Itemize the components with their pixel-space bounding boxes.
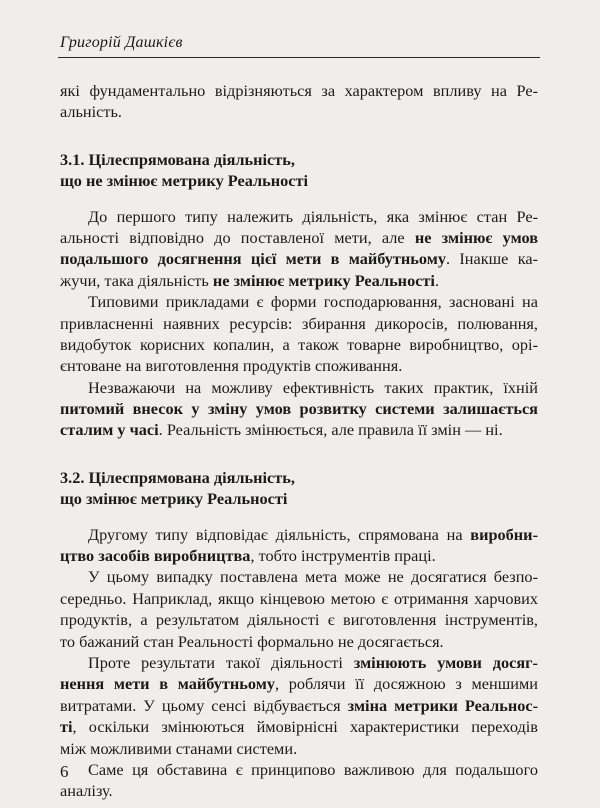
text-line: Проте результати такої діяльності змінюють умови досяг-: [88, 652, 538, 672]
text-line: середньо. Наприклад, якщо кінцевою метою є отримання харчових: [60, 588, 538, 608]
text-line: витратами. У цьому сенсі відбувається зміна метрики Реальнос-: [60, 695, 538, 715]
text-line: Другому типу відповідає діяльність, спрямована на виробни-: [88, 524, 538, 544]
text-line: нення мети в майбутньому, роблячи її досяжною з меншими: [60, 674, 538, 694]
text-line: між можливими станами системи.: [60, 738, 298, 758]
text-line: аналізу.: [60, 781, 113, 801]
text-line: альності відповідно до поставленої мети, але не змінює умов: [60, 227, 538, 247]
text-line: жучи, така діяльність не змінює метрику Реальності.: [60, 270, 440, 290]
section-heading-3-1: [60, 149, 538, 192]
heading-line: що змінює метрику Реальності: [60, 489, 288, 509]
text-line: видобуток корисних копалин, а також товарне виробництво, орі-: [60, 334, 538, 354]
text-line: привласненні наявних ресурсів: збирання дикоросів, полювання,: [60, 313, 538, 333]
text-line: подальшого досягнення цієї мети в майбутньому. Інакше ка-: [60, 249, 539, 269]
text-line: питомий внесок у зміну умов розвитку системи залишається: [60, 399, 538, 419]
paragraph: [60, 524, 538, 567]
text-line: Типовими прикладами є форми господарювання, засновані на: [88, 292, 538, 312]
heading-line: 3.2. Цілеспрямована діяльність,: [60, 467, 295, 487]
paragraph: [60, 759, 538, 802]
header-rule: [58, 57, 540, 58]
paragraph: [60, 652, 538, 759]
text-line: продуктів, а результатом діяльності є виготовлення інструментів,: [60, 610, 538, 630]
text-line: сталим у часі. Реальність змінюється, але правила її змін — ні.: [60, 420, 503, 440]
paragraph: [60, 206, 538, 292]
page-number: 6: [60, 762, 69, 781]
text-line: альність.: [60, 102, 122, 122]
text-line: то бажаний стан Реальності формально не досягається.: [60, 631, 444, 651]
text-line: цтво засобів виробництва, тобто інструментів праці.: [60, 546, 436, 566]
running-head: Григорій Дашкієв: [60, 34, 183, 51]
paragraph: [60, 377, 538, 441]
text-line: єнтоване на виготовлення продуктів споживання.: [60, 356, 403, 376]
text-line: У цьому випадку поставлена мета може не досягатися безпо-: [88, 567, 538, 587]
text-line: Незважаючи на можливу ефективність таких практик, їхній: [88, 377, 538, 397]
text-line: ті, оскільки змінюються ймовірнісні характеристики переходів: [60, 717, 538, 737]
text-line: які фундаментально відрізняються за характером впливу на Ре-: [60, 81, 538, 100]
page-body: [60, 80, 538, 802]
section-heading-3-2: [60, 467, 538, 510]
intro-paragraph: [60, 80, 538, 123]
text-line: До першого типу належить діяльність, яка змінює стан Ре-: [88, 206, 538, 226]
text-line: Саме ця обставина є принципово важливою для подальшого: [88, 759, 538, 779]
paragraph: [60, 566, 538, 652]
heading-line: що не змінює метрику Реальності: [60, 171, 309, 191]
heading-line: 3.1. Цілеспрямована діяльність,: [60, 149, 295, 169]
paragraph: [60, 291, 538, 377]
